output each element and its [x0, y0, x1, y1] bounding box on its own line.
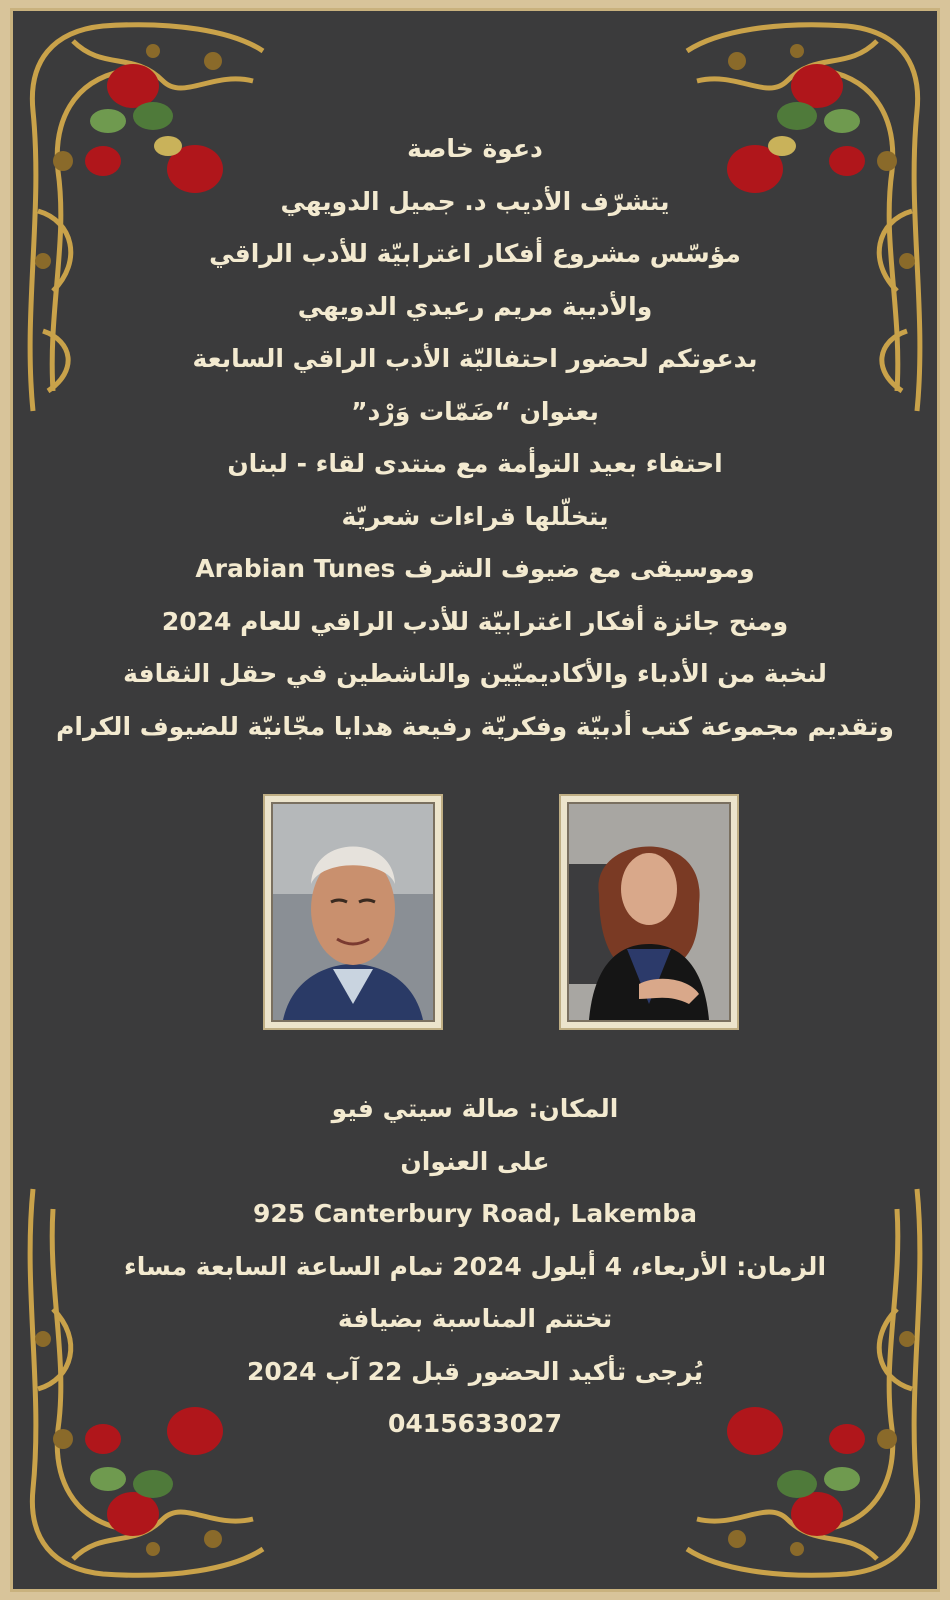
- event-details: [53, 1083, 897, 1451]
- photo-host-woman: [561, 796, 737, 1028]
- music-line: [53, 543, 897, 596]
- address-line: 925 Canterbury Road, Lakemba: [252, 1199, 698, 1228]
- invitation-card: [10, 8, 940, 1592]
- honorees-line: لنخبة من الأدباء والأكاديميّين والناشطين في حقل الثقافة: [123, 659, 827, 688]
- portrait-woman-image: [569, 804, 729, 1020]
- photo-inner: [271, 802, 435, 1022]
- invitation-text: [53, 123, 897, 753]
- cohost-line: والأديبة مريم رعيدي الدويهي: [297, 291, 653, 321]
- invitation-purpose-line: بدعوتكم لحضور احتفاليّة الأدب الراقي السابعة: [192, 344, 758, 373]
- photo-host-man: [265, 796, 441, 1028]
- photo-inner: [567, 802, 731, 1022]
- gifts-line: وتقديم مجموعة كتب أدبيّة وفكريّة رفيعة هدايا مجّانيّة للضيوف الكرام: [56, 711, 894, 741]
- time-line: الزمان: الأربعاء، 4 أيلول 2024 تمام الساعة السابعة مساء: [123, 1251, 827, 1281]
- host-role-line: مؤسّس مشروع أفكار اغترابيّة للأدب الراقي: [209, 239, 741, 268]
- closing-line: تختتم المناسبة بضيافة: [337, 1304, 613, 1333]
- twinning-line: احتفاء بعيد التوأمة مع منتدى لقاء - لبنان: [227, 449, 723, 478]
- venue-line: المكان: صالة سيتي فيو: [331, 1094, 619, 1123]
- event-name-line: بعنوان “ضَمّات وَرْد”: [351, 396, 599, 426]
- music-prefix: وموسيقى مع ضيوف الشرف: [404, 554, 755, 583]
- award-line: ومنح جائزة أفكار اغترابيّة للأدب الراقي للعام 2024: [161, 606, 789, 636]
- invitation-title: دعوة خاصة: [407, 134, 543, 163]
- phone-number: 0415633027: [388, 1409, 562, 1438]
- portrait-man-image: [273, 804, 433, 1020]
- host-line: يتشرّف الأديب د. جميل الدويهي: [280, 186, 670, 216]
- music-guest: Arabian Tunes: [195, 554, 396, 583]
- rsvp-line: يُرجى تأكيد الحضور قبل 22 آب 2024: [246, 1356, 704, 1386]
- poetry-line: يتخلّلها قراءات شعريّة: [341, 501, 609, 531]
- address-label: على العنوان: [400, 1146, 550, 1176]
